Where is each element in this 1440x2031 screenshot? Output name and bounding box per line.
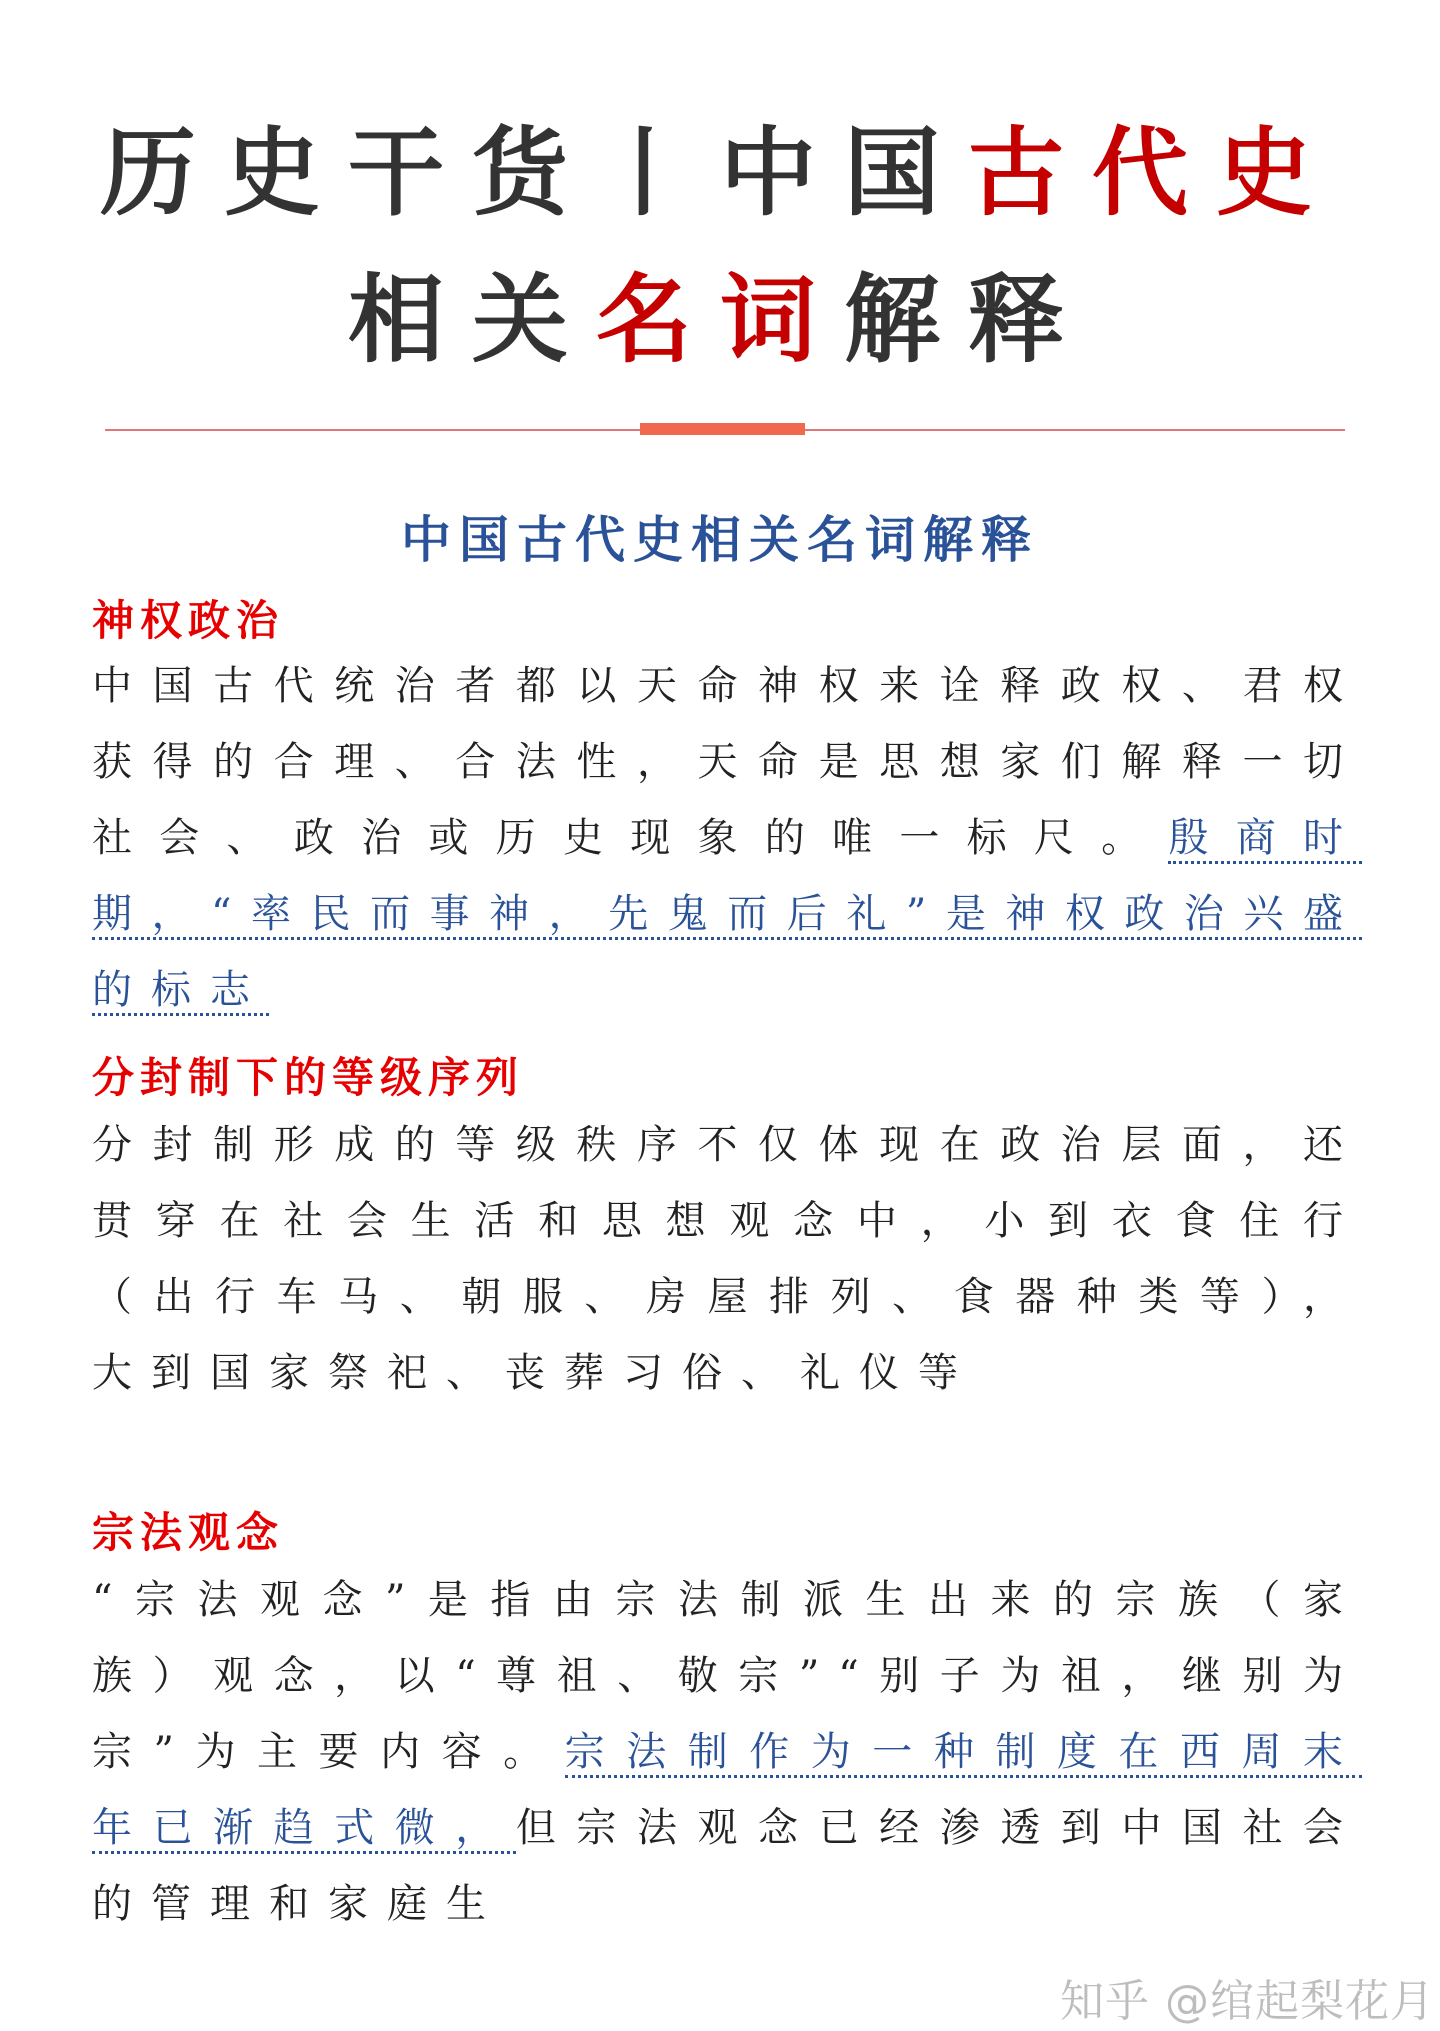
section-heading-fenfeng: 分封制下的等级序列 (92, 1053, 525, 1102)
section-heading-zongfa: 宗法观念 (92, 1508, 285, 1557)
section-subtitle: 中国古代史相关名词解释 (401, 511, 1039, 569)
section-body-zongfa (92, 1562, 1362, 1942)
title-divider-accent (640, 423, 805, 435)
section-body-shenquan (92, 648, 1362, 1028)
page-title-line-1 (0, 118, 1440, 228)
body-text: 分封制形成的等级秩序不仅体现在政治层面，还贯穿在社会生活和思想观念中，小到衣食住行（出行车马、朝服、房屋排列、食器种类等），大到国家祭祀、丧葬习俗、礼仪等 (92, 1122, 1362, 1396)
title-red-text: 古代史 (968, 117, 1340, 229)
highlighted-text: 宗法制作为一种制度在西周末年已渐趋式微， (92, 1729, 1362, 1854)
zhihu-watermark: 知乎 @绾起梨花月 (1060, 1976, 1435, 2027)
highlighted-text: 殷商时期，“率民而事神，先鬼而后礼”是神权政治兴盛的标志 (92, 815, 1362, 1016)
section-body-fenfeng (92, 1107, 1362, 1411)
body-text-after: 但宗法观念已经渗透到中国社会的管理和家庭生 (92, 1805, 1363, 1927)
title-dark-text-a: 相关 (348, 264, 596, 376)
page-title-line-2 (0, 265, 1440, 375)
title-dark-text: 历史干货丨中国 (100, 117, 968, 229)
title-dark-text-b: 解释 (844, 264, 1092, 376)
section-heading-shenquan: 神权政治 (92, 596, 285, 645)
body-text: 中国古代统治者都以天命神权来诠释政权、君权获得的合理、合法性，天命是思想家们解释一切社会、政治或历史现象的唯一标尺。 (92, 663, 1362, 861)
title-red-text-2: 名词 (596, 264, 844, 376)
body-text: “宗法观念”是指由宗法制派生出来的宗族（家族）观念，以“尊祖、敬宗”“别子为祖，继别为宗”为主要内容。 (92, 1577, 1362, 1775)
